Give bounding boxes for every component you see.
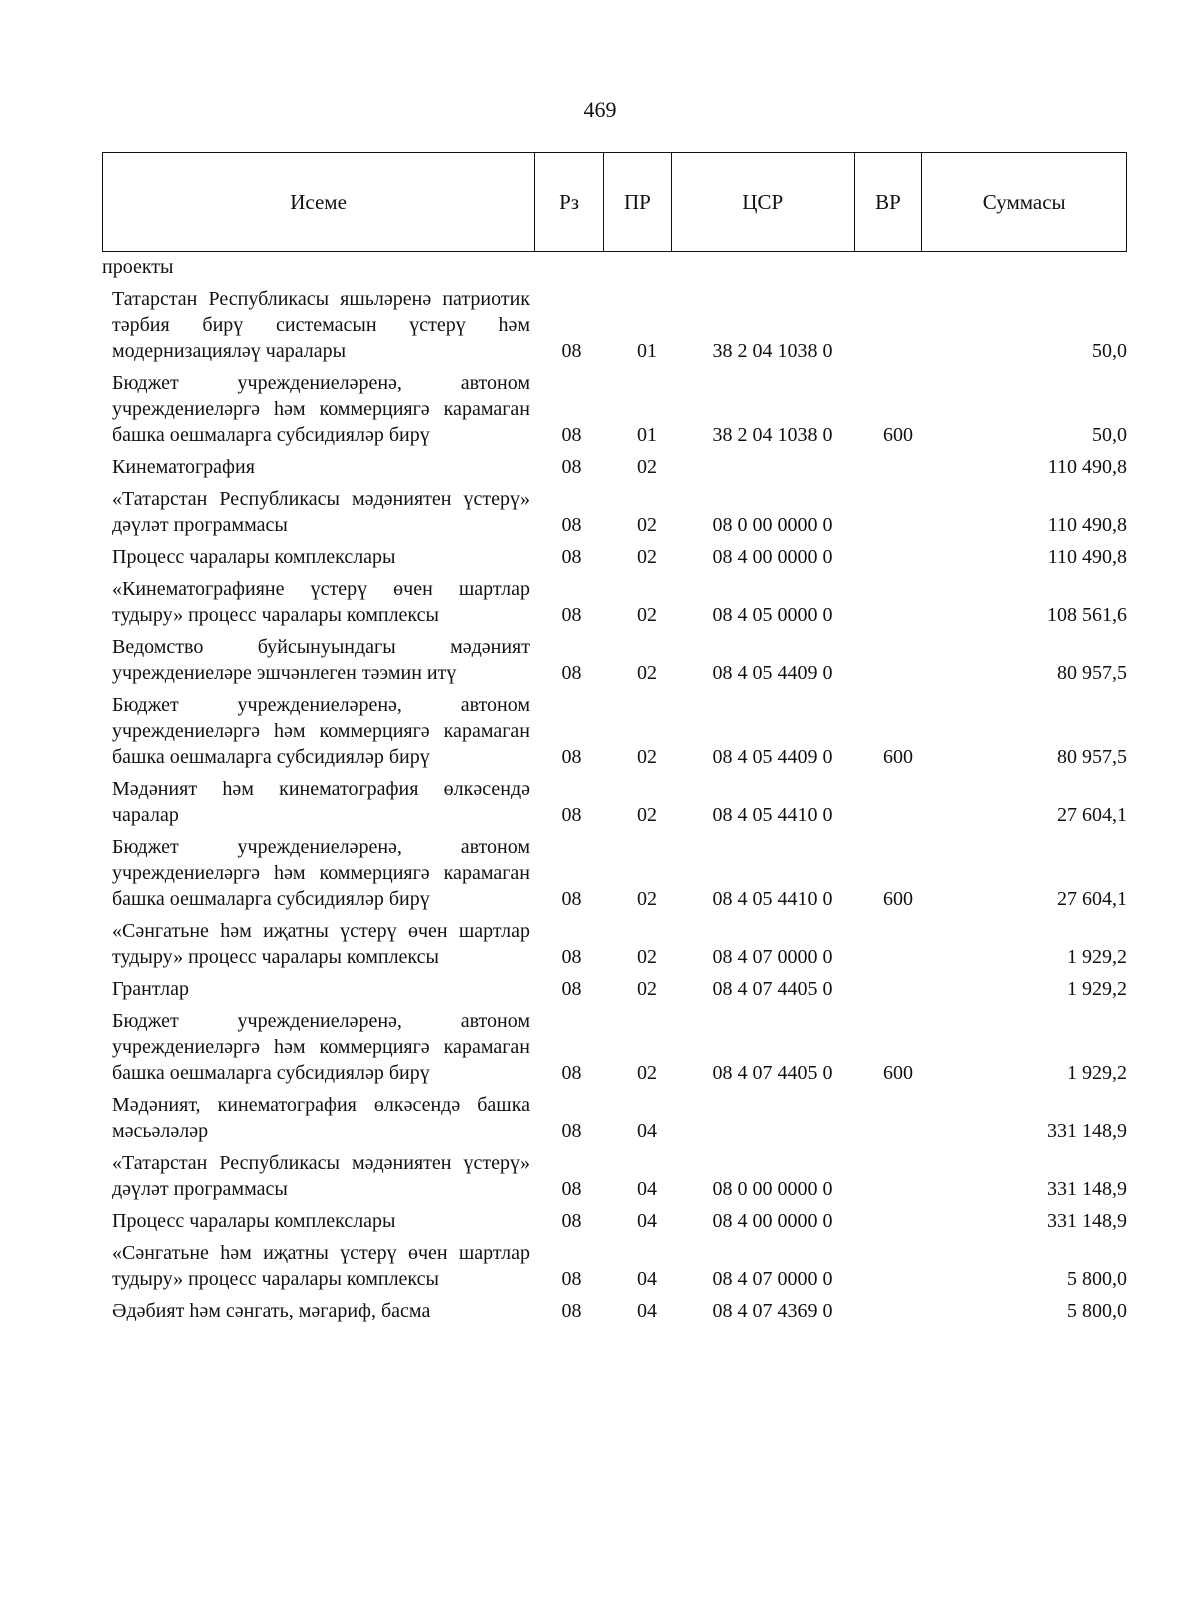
cell-pr: 02 [637,888,657,910]
table-header [102,152,1127,252]
cell-rz: 08 [561,662,582,684]
cell-pr: 04 [637,1120,657,1142]
cell-rz: 08 [561,456,582,478]
table-row [102,1092,1127,1144]
page-number: 469 [583,97,617,122]
cell-sum: 110 490,8 [1047,514,1127,536]
cell-csr: 08 4 07 4369 0 [712,1300,833,1322]
cell-vr: 600 [883,424,913,446]
table-row [102,776,1127,828]
cell-pr: 04 [637,1300,657,1322]
cell-name: Бюджет учреждениеләренә, автоном учреждениеләргә һәм коммерциягә карамаган башка оешмаларга субсидияләр бирү [112,694,530,768]
cell-vr: 600 [883,746,913,768]
header-vr: ВР [854,153,922,251]
cell-name: Грантлар [112,978,189,1000]
cell-name: Мәдәният, кинематография өлкәсендә башка мәсьәләләр [112,1094,530,1142]
table-row [102,1298,1127,1324]
cell-csr: 08 4 07 0000 0 [712,1268,833,1290]
cell-name: Бюджет учреждениеләренә, автоном учреждениеләргә һәм коммерциягә карамаган башка оешмаларга субсидияләр бирү [112,372,530,446]
cell-sum: 5 800,0 [1067,1300,1127,1322]
cell-name: Процесс чаралары комплекслары [112,546,396,568]
header-csr: ЦСР [671,153,854,251]
table-row [102,486,1127,538]
cell-name: проекты [102,256,174,278]
header-name: Исеме [290,189,347,214]
table-body [102,254,1127,1330]
cell-sum: 110 490,8 [1047,546,1127,568]
table-row [102,634,1127,686]
cell-csr: 08 0 00 0000 0 [712,514,833,536]
cell-csr: 08 4 00 0000 0 [712,546,833,568]
cell-pr: 02 [637,546,657,568]
cell-sum: 50,0 [1092,340,1127,362]
cell-sum: 108 561,6 [1047,604,1127,626]
cell-name: «Кинематографияне үстерү өчен шартлар тудыру» процесс чаралары комплексы [112,578,530,626]
cell-sum: 5 800,0 [1067,1268,1127,1290]
cell-rz: 08 [561,514,582,536]
cell-rz: 08 [561,340,582,362]
table-row [102,544,1127,570]
cell-pr: 02 [637,978,657,1000]
cell-sum: 1 929,2 [1067,946,1127,968]
table-row [102,976,1127,1002]
header-pr: ПР [603,153,671,251]
cell-sum: 1 929,2 [1067,1062,1127,1084]
cell-csr: 08 4 07 4405 0 [712,1062,833,1084]
cell-name: Бюджет учреждениеләренә, автоном учреждениеләргә һәм коммерциягә карамаган башка оешмаларга субсидияләр бирү [112,836,530,910]
table-row [102,692,1127,770]
cell-sum: 50,0 [1092,424,1127,446]
cell-rz: 08 [561,546,582,568]
cell-sum: 1 929,2 [1067,978,1127,1000]
cell-csr: 08 4 05 4410 0 [712,888,833,910]
cell-csr: 38 2 04 1038 0 [712,340,833,362]
table-row [102,834,1127,912]
table-row [102,1008,1127,1086]
cell-pr: 02 [637,946,657,968]
cell-sum: 110 490,8 [1047,456,1127,478]
cell-rz: 08 [561,978,582,1000]
table-row [102,1208,1127,1234]
cell-name: Процесс чаралары комплекслары [112,1210,396,1232]
cell-sum: 331 148,9 [1047,1178,1127,1200]
cell-pr: 01 [637,340,657,362]
cell-pr: 02 [637,804,657,826]
cell-csr: 08 4 07 0000 0 [712,946,833,968]
cell-rz: 08 [561,804,582,826]
cell-csr: 08 4 05 0000 0 [712,604,833,626]
cell-pr: 02 [637,604,657,626]
cell-rz: 08 [561,1300,582,1322]
cell-rz: 08 [561,888,582,910]
cell-csr: 38 2 04 1038 0 [712,424,833,446]
cell-pr: 02 [637,456,657,478]
cell-rz: 08 [561,1120,582,1142]
cell-rz: 08 [561,1268,582,1290]
cell-sum: 27 604,1 [1057,804,1127,826]
header-sum: Суммасы [921,153,1126,251]
cell-name: Әдәбият һәм сәнгать, мәгариф, басма [112,1300,431,1322]
cell-rz: 08 [561,1062,582,1084]
table-row [102,454,1127,480]
cell-pr: 02 [637,662,657,684]
cell-csr: 08 4 05 4409 0 [712,662,833,684]
cell-csr: 08 4 07 4405 0 [712,978,833,1000]
table-row [102,1240,1127,1292]
cell-pr: 01 [637,424,657,446]
cell-pr: 04 [637,1268,657,1290]
cell-rz: 08 [561,424,582,446]
cell-name: Мәдәният һәм кинематография өлкәсендә чаралар [112,778,530,826]
cell-pr: 02 [637,514,657,536]
cell-pr: 04 [637,1210,657,1232]
cell-name: «Татарстан Республикасы мәдәниятен үстерү» дәүләт программасы [112,1152,530,1200]
table-row [102,286,1127,364]
cell-vr: 600 [883,888,913,910]
table-row [102,254,1127,280]
cell-csr: 08 4 00 0000 0 [712,1210,833,1232]
cell-csr: 08 0 00 0000 0 [712,1178,833,1200]
cell-name: «Сәнгатьне һәм иҗатны үстерү өчен шартлар тудыру» процесс чаралары комплексы [112,920,530,968]
cell-sum: 331 148,9 [1047,1120,1127,1142]
cell-name: «Сәнгатьне һәм иҗатны үстерү өчен шартлар тудыру» процесс чаралары комплексы [112,1242,530,1290]
cell-name: Ведомство буйсынуындагы мәдәният учреждениеләре эшчәнлеген тәэмин итү [112,636,530,684]
cell-sum: 80 957,5 [1057,746,1127,768]
cell-csr: 08 4 05 4409 0 [712,746,833,768]
cell-csr: 08 4 05 4410 0 [712,804,833,826]
cell-sum: 80 957,5 [1057,662,1127,684]
cell-pr: 02 [637,1062,657,1084]
cell-name: «Татарстан Республикасы мәдәниятен үстерү» дәүләт программасы [112,488,530,536]
table-row [102,1150,1127,1202]
table-row [102,576,1127,628]
table-row [102,370,1127,448]
cell-name: Татарстан Республикасы яшьләренә патриотик тәрбия бирү системасын үстерү һәм модернизацияләү чаралары [112,288,530,362]
cell-rz: 08 [561,604,582,626]
cell-name: Бюджет учреждениеләренә, автоном учреждениеләргә һәм коммерциягә карамаган башка оешмаларга субсидияләр бирү [112,1010,530,1084]
cell-sum: 331 148,9 [1047,1210,1127,1232]
cell-vr: 600 [883,1062,913,1084]
cell-rz: 08 [561,746,582,768]
table-row [102,918,1127,970]
cell-sum: 27 604,1 [1057,888,1127,910]
cell-rz: 08 [561,1210,582,1232]
cell-rz: 08 [561,1178,582,1200]
cell-pr: 04 [637,1178,657,1200]
header-rz: Рз [534,153,603,251]
cell-pr: 02 [637,746,657,768]
cell-rz: 08 [561,946,582,968]
cell-name: Кинематография [112,456,255,478]
